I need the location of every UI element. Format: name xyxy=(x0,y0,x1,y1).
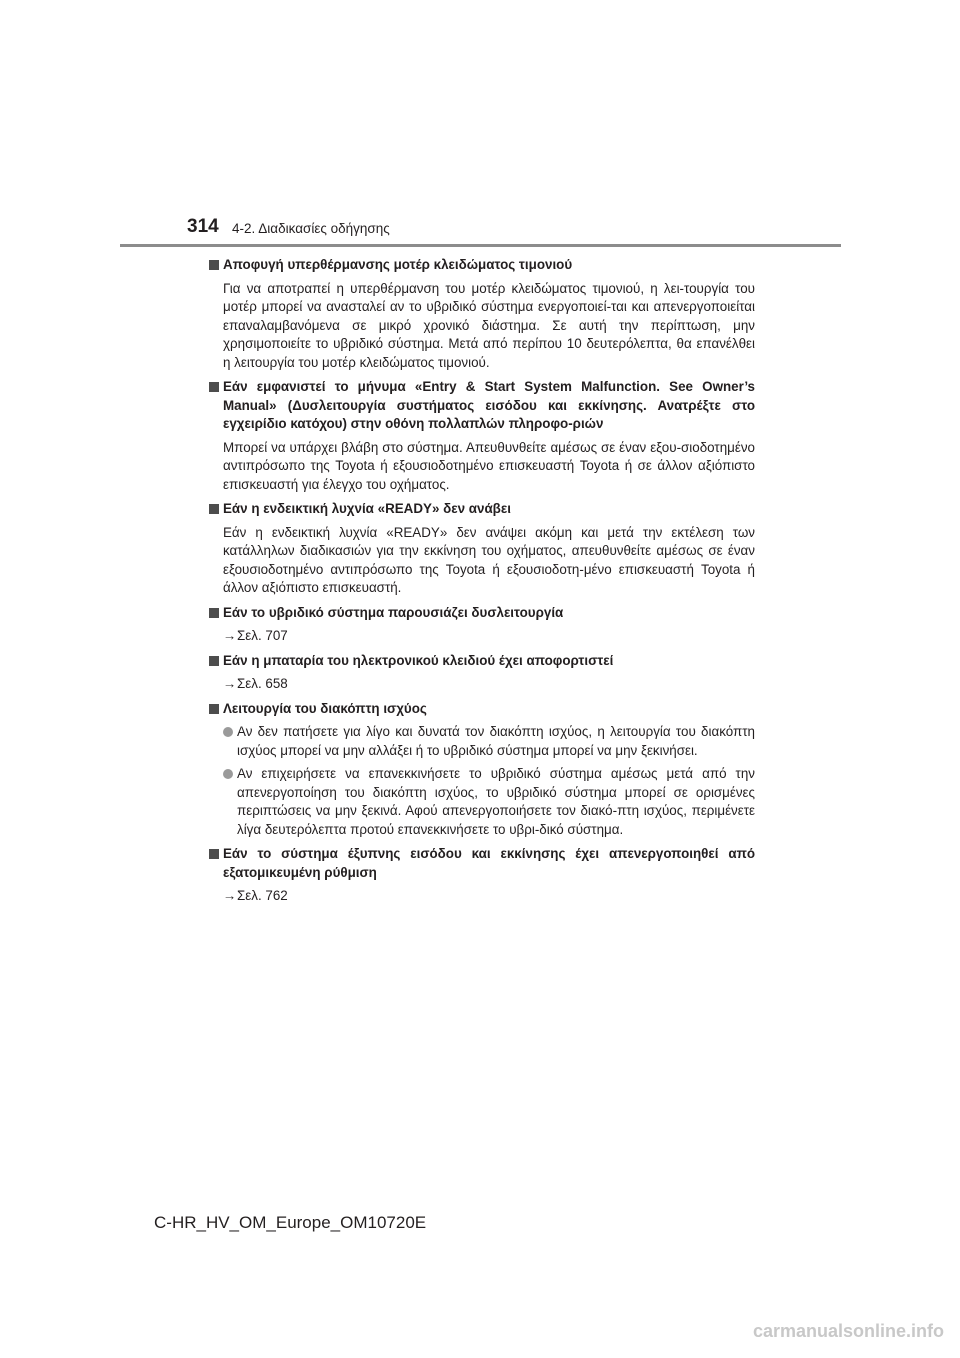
content-area xyxy=(209,256,755,912)
section-hybrid-malfunction xyxy=(209,604,755,646)
section-heading xyxy=(209,700,755,719)
page-reference xyxy=(209,627,755,646)
section-heading xyxy=(209,378,755,434)
list-item-text: Αν δεν πατήσετε για λίγο και δυνατά τον διακόπτη ισχύος, η λειτουργία του διακόπτη ισχύος μπορεί να μην αλλάξει ή το υβριδικό σύστημα μπορεί να μην ξεκινήσει. xyxy=(237,724,755,758)
section-body: Για να αποτραπεί η υπερθέρμανση του μοτέρ κλειδώματος τιμονιού, η λει-τουργία του μοτέρ μπορεί να ανασταλεί αν το υβριδικό σύστημα ενεργοποιεί-ται και απενεργοποιείται επαναλαμβανόμενα σε μικρό χρονικό διάστημα. Σε αυτή την περίπτωση, μην χρησιμοποιείτε το υβριδικό σύστημα. Μετά από περίπου 10 δευτερόλεπτα, θα επανέλθει η λειτουργία του μοτέρ κλειδώματος τιμονιού. xyxy=(223,280,755,370)
section-heading-text: Λειτουργία του διακόπτη ισχύος xyxy=(223,700,427,716)
section-heading xyxy=(209,652,755,671)
section-heading xyxy=(209,256,755,275)
section-title: 4-2. Διαδικασίες οδήγησης xyxy=(232,221,390,236)
square-bullet-icon xyxy=(209,704,219,714)
section-body: Εάν η ενδεικτική λυχνία «READY» δεν ανάψει ακόμη και μετά την εκτέλεση των κατάλληλων διαδικασιών για την εκκίνηση του οχήματος, απευθυνθείτε αμέσως σε έναν εξουσιοδοτημένο αντιπρόσωπο της Toyota ή εξουσιοδοτη-μένο επισκευαστή Toyota ή άλλον αξιόπιστο επισκευαστή. xyxy=(223,524,755,595)
square-bullet-icon xyxy=(209,608,219,618)
section-heading xyxy=(209,845,755,882)
page-reference-link[interactable]: Σελ. 658 xyxy=(237,676,288,691)
section-heading-text: Εάν η μπαταρία του ηλεκτρονικού κλειδιού έχει αποφορτιστεί xyxy=(223,652,614,668)
arrow-right-icon: → xyxy=(223,888,237,903)
circle-bullet-icon xyxy=(223,727,233,737)
square-bullet-icon xyxy=(209,656,219,666)
watermark: carmanualsonline.info xyxy=(752,1321,944,1341)
header-divider xyxy=(120,244,841,247)
section-key-battery xyxy=(209,652,755,694)
section-power-switch-operation xyxy=(209,700,755,840)
square-bullet-icon xyxy=(209,260,219,270)
page-reference-link[interactable]: Σελ. 762 xyxy=(237,888,288,903)
section-heading-text: Εάν η ενδεικτική λυχνία «READY» δεν ανάβει xyxy=(223,501,511,516)
section-system-malfunction-message xyxy=(209,378,755,494)
page-reference-link[interactable]: Σελ. 707 xyxy=(237,628,288,643)
list-item xyxy=(209,723,755,760)
section-steering-lock xyxy=(209,256,755,372)
section-heading xyxy=(209,604,755,623)
section-smart-entry-disabled xyxy=(209,845,755,906)
page-number: 314 xyxy=(187,216,219,237)
section-heading-text: Εάν το σύστημα έξυπνης εισόδου και εκκίνησης έχει απενεργοποιηθεί από εξατομικευμένη ρύθμιση xyxy=(223,846,755,880)
square-bullet-icon xyxy=(209,849,219,859)
section-ready-indicator xyxy=(209,500,755,598)
square-bullet-icon xyxy=(209,382,219,392)
section-heading xyxy=(209,500,755,519)
section-body: Μπορεί να υπάρχει βλάβη στο σύστημα. Απευθυνθείτε αμέσως σε έναν εξου-σιοδοτημένο αντιπρόσωπο της Toyota ή εξουσιοδοτημένο επισκευαστή Toyota ή σε άλλον αξιόπιστο επισκευαστή για έλεγχο του οχήματος. xyxy=(223,439,755,492)
page-reference xyxy=(209,675,755,694)
arrow-right-icon: → xyxy=(223,628,237,643)
arrow-right-icon: → xyxy=(223,676,237,691)
document-code: C-HR_HV_OM_Europe_OM10720E xyxy=(154,1213,427,1232)
page-reference xyxy=(209,887,755,906)
list-item-text: Αν επιχειρήσετε να επανεκκινήσετε το υβριδικό σύστημα αμέσως μετά από την απενεργοποίηση του διακόπτη ισχύος, το υβριδικό σύστημα μπορεί σε ορισμένες περιπτώσεις να μην ξεκινά. Αφού απενεργοποιήσετε τον διακό-πτη ισχύος, περιμένετε λίγα δευτερόλεπτα προτού επανεκκινήσετε το υβρι-δικό σύστημα. xyxy=(237,766,755,837)
section-heading-text: Αποφυγή υπερθέρμανσης μοτέρ κλειδώματος τιμονιού xyxy=(223,257,573,272)
list-item xyxy=(209,765,755,839)
section-heading-text: Εάν εμφανιστεί το μήνυμα «Entry & Start System Malfunction. See Owner’s Manual» (Δυσλειτουργία συστήματος εισόδου και εκκίνησης. Ανατρέξτε στο εγχειρίδιο κατόχου) στην οθόνη πολλαπλών πληροφο-ριών xyxy=(223,379,755,431)
circle-bullet-icon xyxy=(223,769,233,779)
section-heading-text: Εάν το υβριδικό σύστημα παρουσιάζει δυσλειτουργία xyxy=(223,604,564,620)
square-bullet-icon xyxy=(209,504,219,514)
